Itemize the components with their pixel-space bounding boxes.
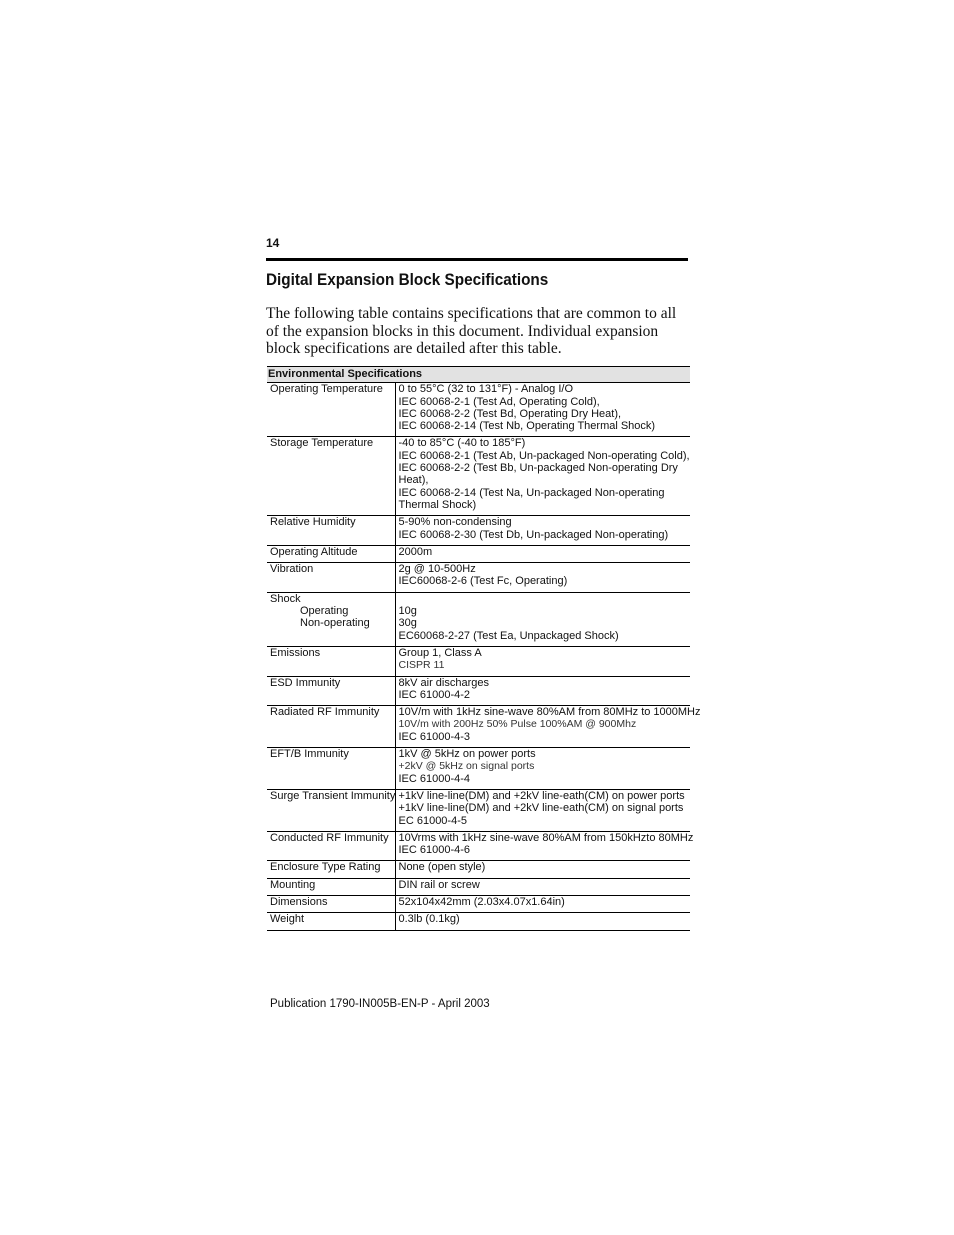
table-row	[267, 437, 690, 516]
table-row	[267, 706, 690, 748]
spec-value-line	[399, 593, 689, 605]
spec-value-line: 52x104x42mm (2.03x4.07x1.64in)	[398, 895, 565, 908]
spec-sublabel-text: Non-operating	[300, 617, 370, 630]
spec-label	[267, 646, 395, 676]
table-row	[267, 383, 690, 437]
spec-label-text: Enclosure Type Rating	[270, 861, 381, 874]
table-row	[267, 861, 690, 878]
spec-label	[267, 592, 395, 646]
spec-label-text: Shock	[270, 592, 301, 605]
table-header: Environmental Specifications	[267, 367, 690, 383]
spec-value	[395, 878, 690, 895]
spec-value-line: EC60068-2-27 (Test Ea, Unpackaged Shock)	[398, 629, 619, 642]
spec-label-text: Mounting	[270, 878, 316, 891]
table-row	[267, 748, 690, 790]
spec-label-text: Conducted RF Immunity	[270, 831, 389, 844]
spec-value	[395, 706, 701, 748]
spec-value	[395, 789, 690, 831]
spec-label	[267, 545, 395, 562]
spec-value	[395, 913, 690, 930]
spec-label	[267, 706, 395, 748]
table-row	[267, 592, 690, 646]
spec-label-text: Operating Temperature	[270, 383, 383, 396]
spec-value	[395, 646, 690, 676]
table-header-row	[267, 367, 690, 383]
spec-value-line: 0 to 55°C (32 to 131°F) - Analog I/O	[398, 383, 574, 396]
spec-value-line: EC 61000-4-5	[398, 814, 467, 827]
spec-label-text: Operating Altitude	[270, 545, 358, 558]
spec-value-line: 10Vrms with 1kHz sine-wave 80%AM from 150kHzto 80MHz	[398, 831, 694, 844]
spec-value-line: +1kV line-line(DM) and +2kV line-eath(CM) on power ports	[398, 789, 685, 802]
table-row	[267, 831, 690, 861]
table-row	[267, 676, 690, 706]
spec-value-line: IEC 61000-4-3	[398, 730, 471, 743]
table-row	[267, 545, 690, 562]
spec-label-text: Surge Transient Immunity	[270, 789, 396, 802]
spec-label	[267, 789, 395, 831]
spec-label-text: Relative Humidity	[270, 516, 356, 529]
spec-value	[395, 545, 690, 562]
spec-label-text: Emissions	[270, 646, 321, 659]
spec-value-line: 10V/m with 200Hz 50% Pulse 100%AM @ 900Mhz	[398, 718, 637, 731]
spec-label-text: Dimensions	[270, 895, 328, 908]
spec-label	[267, 563, 395, 593]
spec-label-text: Radiated RF Immunity	[270, 706, 380, 719]
spec-value-line: 2g @ 10-500Hz	[398, 563, 476, 576]
header-rule	[266, 258, 688, 261]
spec-label-text: EFT/B Immunity	[270, 748, 349, 761]
spec-value-line: 30g	[398, 617, 417, 630]
spec-value-line: IEC 60068-2-30 (Test Db, Un-packaged Non-operating)	[398, 528, 669, 541]
spec-label-text: ESD Immunity	[270, 676, 341, 689]
spec-value	[395, 516, 690, 546]
spec-value	[395, 831, 694, 861]
spec-value-line: IEC 60068-2-2 (Test Bd, Operating Dry Heat),	[398, 407, 622, 420]
spec-value-line: 10V/m with 1kHz sine-wave 80%AM from 80MHz to 1000MHz	[398, 706, 701, 719]
spec-value-line: 8kV air discharges	[398, 676, 489, 689]
spec-value-line: 5-90% non-condensing	[398, 516, 512, 529]
spec-value	[395, 592, 690, 646]
spec-value-line: IEC 60068-2-1 (Test Ad, Operating Cold),	[398, 395, 600, 408]
spec-value-line: Group 1, Class A	[398, 646, 482, 659]
spec-value-line: IEC 61000-4-4	[398, 772, 471, 785]
environmental-specifications-table	[267, 366, 701, 931]
page-number: 14	[266, 236, 280, 250]
spec-value-line: +1kV line-line(DM) and +2kV line-eath(CM) on signal ports	[398, 802, 684, 815]
spec-value	[395, 676, 690, 706]
spec-value-line: 1kV @ 5kHz on power ports	[398, 748, 536, 761]
spec-value-line: IEC 60068-2-2 (Test Bb, Un-packaged Non-operating Dry Heat),	[398, 462, 678, 487]
spec-value-line: None (open style)	[398, 861, 486, 874]
spec-label	[267, 516, 395, 546]
spec-label	[267, 748, 395, 790]
spec-value-line: -40 to 85°C (-40 to 185°F)	[398, 437, 526, 450]
spec-label	[267, 913, 395, 930]
spec-value-line: IEC 60068-2-14 (Test Na, Un-packaged Non-operating Thermal Shock)	[398, 486, 665, 511]
spec-value-line: IEC 61000-4-2	[398, 688, 471, 701]
spec-value-line: 10g	[398, 605, 417, 618]
spec-value-line: DIN rail or screw	[398, 878, 480, 891]
table-row	[267, 913, 690, 930]
spec-value-line: IEC 60068-2-14 (Test Nb, Operating Thermal Shock)	[398, 420, 656, 433]
publication-footer: Publication 1790-IN005B-EN-P - April 2003	[270, 998, 490, 1010]
spec-value	[395, 383, 690, 437]
spec-label	[267, 383, 395, 437]
intro-paragraph: The following table contains specifications that are common to all of the expansion blocks in this document. Individual expansion block specifications are detailed after this table.	[266, 305, 677, 357]
spec-label	[267, 861, 395, 878]
spec-value	[395, 861, 690, 878]
spec-value-line: 0.3lb (0.1kg)	[398, 913, 460, 926]
spec-value-line: IEC 61000-4-6	[398, 844, 471, 857]
spec-label	[267, 878, 395, 895]
table-row	[267, 895, 690, 912]
spec-label	[267, 831, 395, 861]
spec-sublabel-text: Operating	[300, 605, 349, 618]
spec-label	[267, 676, 395, 706]
spec-value	[395, 895, 690, 912]
table-row	[267, 646, 690, 676]
spec-value	[395, 748, 690, 790]
spec-label-text: Vibration	[270, 563, 314, 576]
spec-value-line: CISPR 11	[398, 659, 445, 672]
spec-value-line: IEC 60068-2-1 (Test Ab, Un-packaged Non-operating Cold),	[398, 449, 690, 462]
spec-label-text: Weight	[270, 913, 305, 926]
spec-label	[267, 437, 395, 516]
table-row	[267, 789, 690, 831]
table-row	[267, 878, 690, 895]
spec-value	[395, 563, 690, 593]
spec-value-line: +2kV @ 5kHz on signal ports	[398, 760, 535, 773]
spec-value	[395, 437, 690, 516]
table-row	[267, 563, 690, 593]
table-row	[267, 516, 690, 546]
spec-value-line: IEC60068-2-6 (Test Fc, Operating)	[398, 575, 568, 588]
section-title: Digital Expansion Block Specifications	[266, 270, 549, 289]
spec-label	[267, 895, 395, 912]
spec-value-line: 2000m	[398, 545, 433, 558]
spec-label-text: Storage Temperature	[270, 437, 374, 450]
